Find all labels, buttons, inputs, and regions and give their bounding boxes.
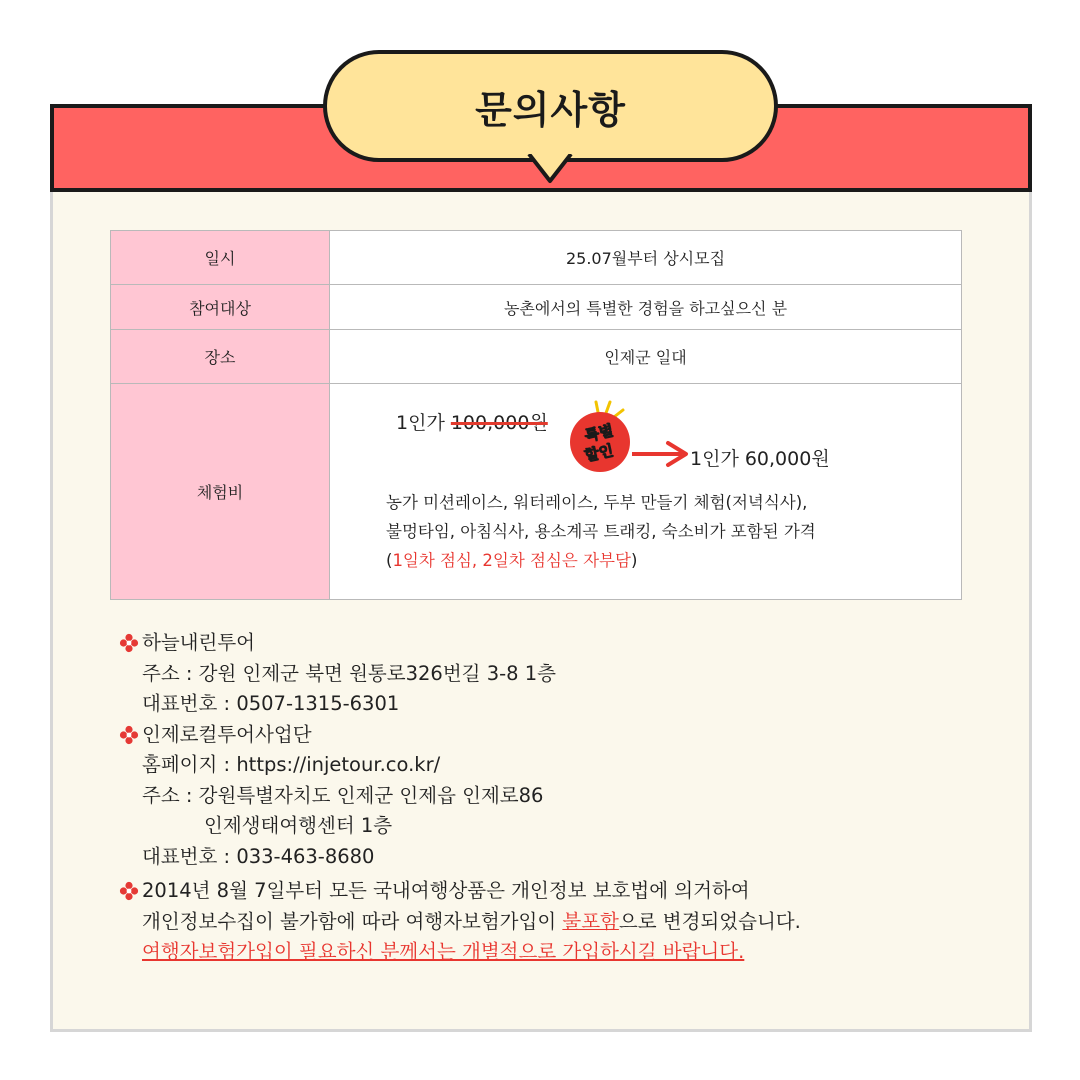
price-cell [330,384,962,600]
desc-red-text: 1일차 점심, 2일차 점심은 자부담 [392,551,631,570]
org2-address-line2: 인제생태여행센터 1층 [204,814,393,837]
table-row [111,231,962,285]
notice-text: 으로 변경되었습니다. [618,909,801,933]
notice-line3: 여행자보험가입이 필요하신 분께서는 개별적으로 가입하시길 바랍니다. [142,940,745,963]
notice-line2 [118,907,801,938]
bubble-tail [527,154,573,184]
org1-name: 하늘내린투어 [142,631,256,654]
desc-line: 불멍타임, 아침식사, 용소계곡 트래킹, 숙소비가 포함된 가격 [386,522,816,541]
org2-homepage[interactable]: 홈페이지 : https://injetour.co.kr/ [142,753,441,776]
info-table [110,230,962,600]
row-value: 인제군 일대 [330,330,962,384]
org2-heading [118,720,801,751]
row-value: 25.07월부터 상시모집 [330,231,962,285]
clover-icon [118,880,140,902]
table-row-price [111,384,962,600]
row-value: 농촌에서의 특별한 경험을 하고싶으신 분 [330,285,962,330]
desc-line: 농가 미션레이스, 워터레이스, 두부 만들기 체험(저녁식사), [386,493,808,512]
notice-highlight: 불포함 [562,909,619,933]
row-key: 일시 [111,231,330,285]
desc-paren: ) [630,551,638,570]
contact-notes [118,628,801,968]
clover-icon [118,632,140,654]
old-price [396,408,548,435]
old-price-prefix: 1인가 [396,412,451,434]
notice-text: 개인정보수집이 불가함에 따라 여행자보험가입이 [142,909,563,933]
arrow-right-icon [630,438,690,470]
notice-line1 [118,876,801,907]
table-row [111,285,962,330]
notice-text: 2014년 8월 7일부터 모든 국내여행상품은 개인정보 보호법에 의거하여 [142,879,750,902]
badge-text-2: 할인 [582,441,616,465]
desc-line [386,546,816,575]
row-key: 체험비 [111,384,330,600]
clover-icon [118,724,140,746]
row-key: 장소 [111,330,330,384]
new-price: 1인가 60,000원 [690,448,830,470]
org1-address: 주소 : 강원 인제군 북면 원통로326번길 3-8 1층 [142,661,556,685]
row-key: 참여대상 [111,285,330,330]
org2-name: 인제로컬투어사업단 [142,722,312,746]
badge-text-1: 특별 [582,421,616,445]
org1-phone: 대표번호 : 0507-1315-6301 [142,692,400,715]
org2-address-line1: 주소 : 강원특별자치도 인제군 인제읍 인제로86 [142,783,544,807]
org2-phone: 대표번호 : 033-463-8680 [142,844,375,868]
price-description [386,488,816,575]
desc-paren: ( [386,551,393,570]
page-title: 문의사항 [475,87,626,132]
table-row [111,330,962,384]
old-price-amount: 100,000원 [450,412,548,434]
org1-heading [118,628,801,659]
title-bubble [323,50,778,162]
